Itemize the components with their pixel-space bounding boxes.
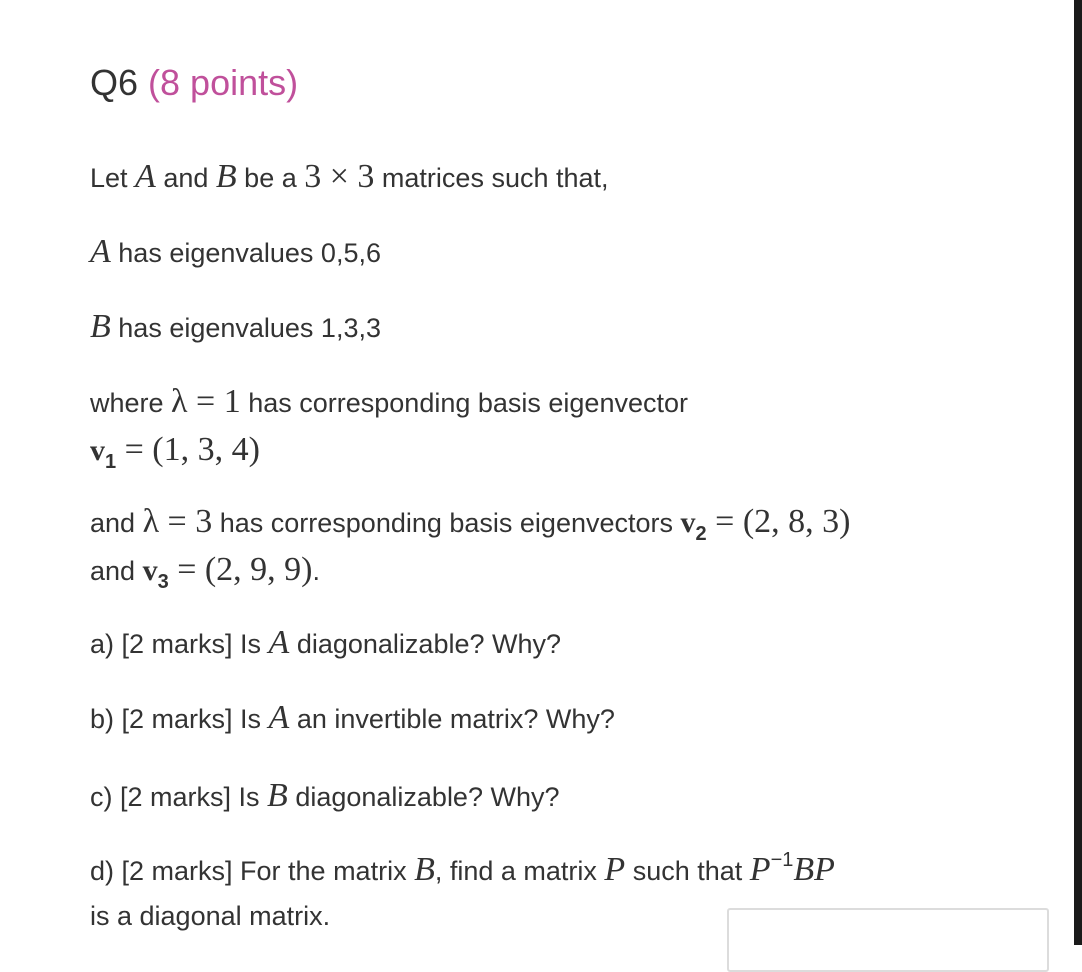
matrix-a: A: [135, 158, 156, 195]
lambda3-text: and λ = 3 has corresponding basis eigenvectors $v_2 = (2$, 8, 3): [90, 503, 851, 545]
part-a: a) [2 marks] Is A diagonalizable? Why?: [90, 624, 562, 661]
matrix-dims: 3 × 3: [304, 158, 375, 195]
a-eigenvalues: A has eigenvalues 0,5,6: [90, 233, 381, 270]
part-b: b) [2 marks] Is A an invertible matrix? Why?: [90, 699, 615, 736]
lambda-3: λ = 3: [142, 503, 213, 540]
lambda-1: λ = 1: [171, 383, 241, 420]
part-d: d) [2 marks] For the matrix B, find a matrix P such that $P^{-1}BP$: [90, 849, 835, 888]
window-edge: [1074, 0, 1082, 945]
part-d-continued: is a diagonal matrix.: [90, 901, 331, 931]
question-header: [90, 62, 298, 104]
lambda1-text: where λ = 1 has corresponding basis eigenvector: [90, 383, 688, 420]
v3-eigenvector: and $v_3 = (2$, 9, 9).: [90, 551, 321, 593]
question-points: (8 points): [148, 62, 299, 103]
problem-intro: Let A and B be a 3 × 3 matrices such that,: [90, 158, 609, 195]
answer-input-box[interactable]: [727, 908, 1049, 972]
b-eigenvalues: B has eigenvalues 1,3,3: [90, 308, 381, 345]
v1-eigenvector: $v_1 = (1$, 3, 4): [90, 431, 260, 473]
part-c: c) [2 marks] Is B diagonalizable? Why?: [90, 777, 560, 814]
question-number: Q6: [90, 62, 139, 103]
matrix-b: B: [215, 158, 237, 195]
